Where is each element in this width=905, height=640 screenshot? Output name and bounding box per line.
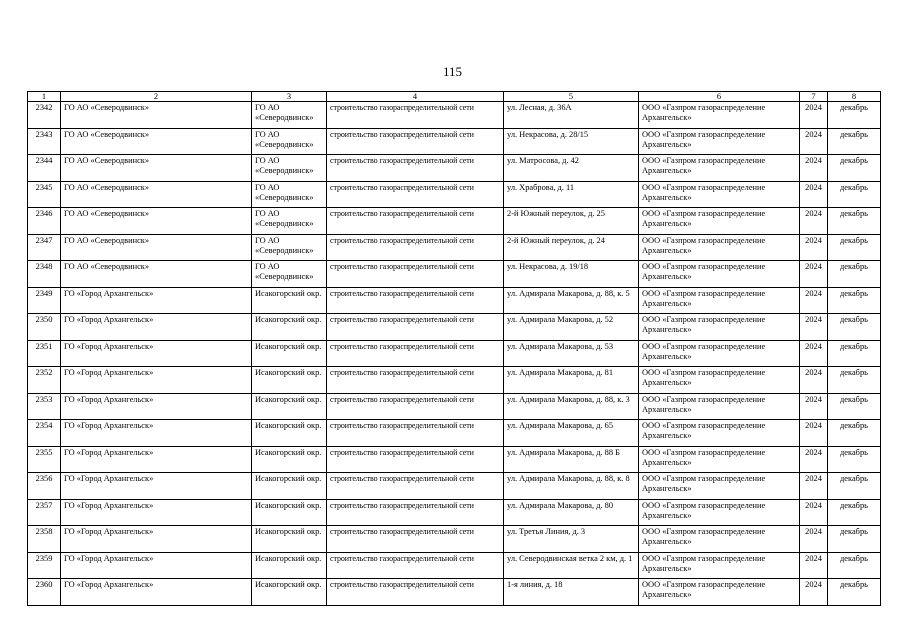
year-cell: 2024 — [800, 314, 828, 341]
organization-cell: ООО «Газпром газораспределение Архангельск» — [639, 526, 800, 553]
address-cell: 2-й Южный переулок, д. 24 — [504, 234, 639, 261]
table-row — [28, 499, 881, 526]
municipality-cell: ГО «Город Архангельск» — [61, 446, 252, 473]
organization-cell: ООО «Газпром газораспределение Архангельск» — [639, 446, 800, 473]
address-cell: ул. Адмирала Макарова, д. 88 Б — [504, 446, 639, 473]
organization-cell: ООО «Газпром газораспределение Архангельск» — [639, 499, 800, 526]
work-type-cell: строительство газораспределительной сети — [327, 446, 504, 473]
year-cell: 2024 — [800, 526, 828, 553]
organization-cell: ООО «Газпром газораспределение Архангельск» — [639, 234, 800, 261]
year-cell: 2024 — [800, 208, 828, 235]
organization-cell: ООО «Газпром газораспределение Архангельск» — [639, 128, 800, 155]
table-row — [28, 234, 881, 261]
municipality-cell: ГО АО «Северодвинск» — [61, 234, 252, 261]
organization-cell: ООО «Газпром газораспределение Архангельск» — [639, 208, 800, 235]
organization-cell: ООО «Газпром газораспределение Архангельск» — [639, 579, 800, 606]
work-type-cell: строительство газораспределительной сети — [327, 340, 504, 367]
month-cell: декабрь — [828, 261, 881, 288]
month-cell: декабрь — [828, 552, 881, 579]
organization-cell: ООО «Газпром газораспределение Архангельск» — [639, 314, 800, 341]
organization-cell: ООО «Газпром газораспределение Архангельск» — [639, 367, 800, 394]
municipality-cell: ГО «Город Архангельск» — [61, 499, 252, 526]
row-number-cell: 2351 — [28, 340, 61, 367]
year-cell: 2024 — [800, 446, 828, 473]
district-cell: ГО АО «Северодвинск» — [252, 181, 327, 208]
work-type-cell: строительство газораспределительной сети — [327, 499, 504, 526]
address-cell: ул. Адмирала Макарова, д. 53 — [504, 340, 639, 367]
work-type-cell: строительство газораспределительной сети — [327, 128, 504, 155]
year-cell: 2024 — [800, 128, 828, 155]
row-number-cell: 2343 — [28, 128, 61, 155]
table-row — [28, 102, 881, 129]
district-cell: Исакогорский окр. — [252, 340, 327, 367]
organization-cell: ООО «Газпром газораспределение Архангельск» — [639, 420, 800, 447]
municipality-cell: ГО АО «Северодвинск» — [61, 261, 252, 288]
table-row — [28, 340, 881, 367]
district-cell: Исакогорский окр. — [252, 287, 327, 314]
year-cell: 2024 — [800, 552, 828, 579]
organization-cell: ООО «Газпром газораспределение Архангельск» — [639, 155, 800, 182]
year-cell: 2024 — [800, 340, 828, 367]
district-cell: ГО АО «Северодвинск» — [252, 208, 327, 235]
row-number-cell: 2355 — [28, 446, 61, 473]
address-cell: ул. Адмирала Макарова, д. 80 — [504, 499, 639, 526]
address-cell: ул. Адмирала Макарова, д. 52 — [504, 314, 639, 341]
district-cell: Исакогорский окр. — [252, 552, 327, 579]
address-cell: ул. Некрасова, д. 19/18 — [504, 261, 639, 288]
row-number-cell: 2342 — [28, 102, 61, 129]
address-cell: ул. Храброва, д. 11 — [504, 181, 639, 208]
page-number: 115 — [442, 64, 463, 79]
year-cell: 2024 — [800, 393, 828, 420]
table-row — [28, 552, 881, 579]
month-cell: декабрь — [828, 314, 881, 341]
municipality-cell: ГО «Город Архангельск» — [61, 579, 252, 606]
table-row — [28, 261, 881, 288]
year-cell: 2024 — [800, 367, 828, 394]
row-number-cell: 2354 — [28, 420, 61, 447]
year-cell: 2024 — [800, 287, 828, 314]
year-cell: 2024 — [800, 181, 828, 208]
address-cell: ул. Третья Линия, д. 3 — [504, 526, 639, 553]
year-cell: 2024 — [800, 102, 828, 129]
work-type-cell: строительство газораспределительной сети — [327, 287, 504, 314]
month-cell: декабрь — [828, 208, 881, 235]
municipality-cell: ГО АО «Северодвинск» — [61, 102, 252, 129]
table-row — [28, 473, 881, 500]
table-row — [28, 446, 881, 473]
work-type-cell: строительство газораспределительной сети — [327, 102, 504, 129]
district-cell: Исакогорский окр. — [252, 473, 327, 500]
column-header: 3 — [252, 92, 327, 102]
row-number-cell: 2359 — [28, 552, 61, 579]
table-body — [28, 102, 881, 606]
column-header: 5 — [504, 92, 639, 102]
month-cell: декабрь — [828, 473, 881, 500]
address-cell: ул. Адмирала Макарова, д. 88, к. 5 — [504, 287, 639, 314]
table-row — [28, 393, 881, 420]
row-number-cell: 2344 — [28, 155, 61, 182]
month-cell: декабрь — [828, 102, 881, 129]
organization-cell: ООО «Газпром газораспределение Архангельск» — [639, 287, 800, 314]
work-type-cell: строительство газораспределительной сети — [327, 367, 504, 394]
row-number-cell: 2349 — [28, 287, 61, 314]
district-cell: Исакогорский окр. — [252, 526, 327, 553]
district-cell: ГО АО «Северодвинск» — [252, 261, 327, 288]
table-row — [28, 314, 881, 341]
table-row — [28, 367, 881, 394]
header-row — [28, 92, 881, 102]
address-cell: ул. Адмирала Макарова, д. 88, к. 3 — [504, 393, 639, 420]
month-cell: декабрь — [828, 128, 881, 155]
district-cell: Исакогорский окр. — [252, 393, 327, 420]
table-row — [28, 287, 881, 314]
row-number-cell: 2352 — [28, 367, 61, 394]
row-number-cell: 2360 — [28, 579, 61, 606]
municipality-cell: ГО «Город Архангельск» — [61, 552, 252, 579]
month-cell: декабрь — [828, 499, 881, 526]
municipality-cell: ГО «Город Архангельск» — [61, 340, 252, 367]
address-cell: 1-я линия, д. 18 — [504, 579, 639, 606]
address-cell: ул. Северодвинская ветка 2 км, д. 1 — [504, 552, 639, 579]
district-cell: Исакогорский окр. — [252, 499, 327, 526]
table-row — [28, 128, 881, 155]
work-type-cell: строительство газораспределительной сети — [327, 473, 504, 500]
row-number-cell: 2345 — [28, 181, 61, 208]
municipality-cell: ГО «Город Архангельск» — [61, 314, 252, 341]
address-cell: ул. Адмирала Макарова, д. 65 — [504, 420, 639, 447]
month-cell: декабрь — [828, 393, 881, 420]
district-cell: Исакогорский окр. — [252, 314, 327, 341]
month-cell: декабрь — [828, 340, 881, 367]
organization-cell: ООО «Газпром газораспределение Архангельск» — [639, 473, 800, 500]
municipality-cell: ГО АО «Северодвинск» — [61, 155, 252, 182]
work-type-cell: строительство газораспределительной сети — [327, 155, 504, 182]
organization-cell: ООО «Газпром газораспределение Архангельск» — [639, 261, 800, 288]
organization-cell: ООО «Газпром газораспределение Архангельск» — [639, 181, 800, 208]
table-row — [28, 579, 881, 606]
month-cell: декабрь — [828, 420, 881, 447]
column-header: 6 — [639, 92, 800, 102]
address-cell: ул. Адмирала Макарова, д. 81 — [504, 367, 639, 394]
table-row — [28, 208, 881, 235]
district-cell: Исакогорский окр. — [252, 446, 327, 473]
organization-cell: ООО «Газпром газораспределение Архангельск» — [639, 393, 800, 420]
row-number-cell: 2348 — [28, 261, 61, 288]
work-type-cell: строительство газораспределительной сети — [327, 420, 504, 447]
column-header: 1 — [28, 92, 61, 102]
column-header: 7 — [800, 92, 828, 102]
address-cell: ул. Лесная, д. 36А — [504, 102, 639, 129]
year-cell: 2024 — [800, 473, 828, 500]
month-cell: декабрь — [828, 155, 881, 182]
row-number-cell: 2353 — [28, 393, 61, 420]
row-number-cell: 2357 — [28, 499, 61, 526]
municipality-cell: ГО «Город Архангельск» — [61, 367, 252, 394]
address-cell: ул. Матросова, д. 42 — [504, 155, 639, 182]
column-header: 2 — [61, 92, 252, 102]
municipality-cell: ГО АО «Северодвинск» — [61, 181, 252, 208]
work-type-cell: строительство газораспределительной сети — [327, 208, 504, 235]
table-row — [28, 420, 881, 447]
month-cell: декабрь — [828, 234, 881, 261]
work-type-cell: строительство газораспределительной сети — [327, 552, 504, 579]
address-cell: ул. Адмирала Макарова, д. 88, к. 8 — [504, 473, 639, 500]
column-header: 4 — [327, 92, 504, 102]
work-type-cell: строительство газораспределительной сети — [327, 526, 504, 553]
month-cell: декабрь — [828, 579, 881, 606]
district-cell: Исакогорский окр. — [252, 420, 327, 447]
work-type-cell: строительство газораспределительной сети — [327, 234, 504, 261]
municipality-cell: ГО «Город Архангельск» — [61, 420, 252, 447]
district-cell: ГО АО «Северодвинск» — [252, 128, 327, 155]
address-cell: 2-й Южный переулок, д. 25 — [504, 208, 639, 235]
municipality-cell: ГО «Город Архангельск» — [61, 393, 252, 420]
year-cell: 2024 — [800, 420, 828, 447]
table-row — [28, 181, 881, 208]
work-type-cell: строительство газораспределительной сети — [327, 261, 504, 288]
address-cell: ул. Некрасова, д. 28/15 — [504, 128, 639, 155]
row-number-cell: 2356 — [28, 473, 61, 500]
month-cell: декабрь — [828, 367, 881, 394]
year-cell: 2024 — [800, 155, 828, 182]
row-number-cell: 2346 — [28, 208, 61, 235]
year-cell: 2024 — [800, 261, 828, 288]
year-cell: 2024 — [800, 579, 828, 606]
work-type-cell: строительство газораспределительной сети — [327, 579, 504, 606]
table-row — [28, 155, 881, 182]
data-table — [27, 91, 881, 606]
column-header: 8 — [828, 92, 881, 102]
year-cell: 2024 — [800, 234, 828, 261]
table-row — [28, 526, 881, 553]
district-cell: Исакогорский окр. — [252, 579, 327, 606]
month-cell: декабрь — [828, 181, 881, 208]
work-type-cell: строительство газораспределительной сети — [327, 314, 504, 341]
municipality-cell: ГО «Город Архангельск» — [61, 287, 252, 314]
municipality-cell: ГО «Город Архангельск» — [61, 473, 252, 500]
organization-cell: ООО «Газпром газораспределение Архангельск» — [639, 340, 800, 367]
organization-cell: ООО «Газпром газораспределение Архангельск» — [639, 102, 800, 129]
district-cell: ГО АО «Северодвинск» — [252, 155, 327, 182]
month-cell: декабрь — [828, 287, 881, 314]
year-cell: 2024 — [800, 499, 828, 526]
municipality-cell: ГО «Город Архангельск» — [61, 526, 252, 553]
district-cell: ГО АО «Северодвинск» — [252, 102, 327, 129]
month-cell: декабрь — [828, 526, 881, 553]
municipality-cell: ГО АО «Северодвинск» — [61, 208, 252, 235]
work-type-cell: строительство газораспределительной сети — [327, 393, 504, 420]
municipality-cell: ГО АО «Северодвинск» — [61, 128, 252, 155]
district-cell: ГО АО «Северодвинск» — [252, 234, 327, 261]
organization-cell: ООО «Газпром газораспределение Архангельск» — [639, 552, 800, 579]
month-cell: декабрь — [828, 446, 881, 473]
row-number-cell: 2350 — [28, 314, 61, 341]
row-number-cell: 2347 — [28, 234, 61, 261]
district-cell: Исакогорский окр. — [252, 367, 327, 394]
row-number-cell: 2358 — [28, 526, 61, 553]
work-type-cell: строительство газораспределительной сети — [327, 181, 504, 208]
